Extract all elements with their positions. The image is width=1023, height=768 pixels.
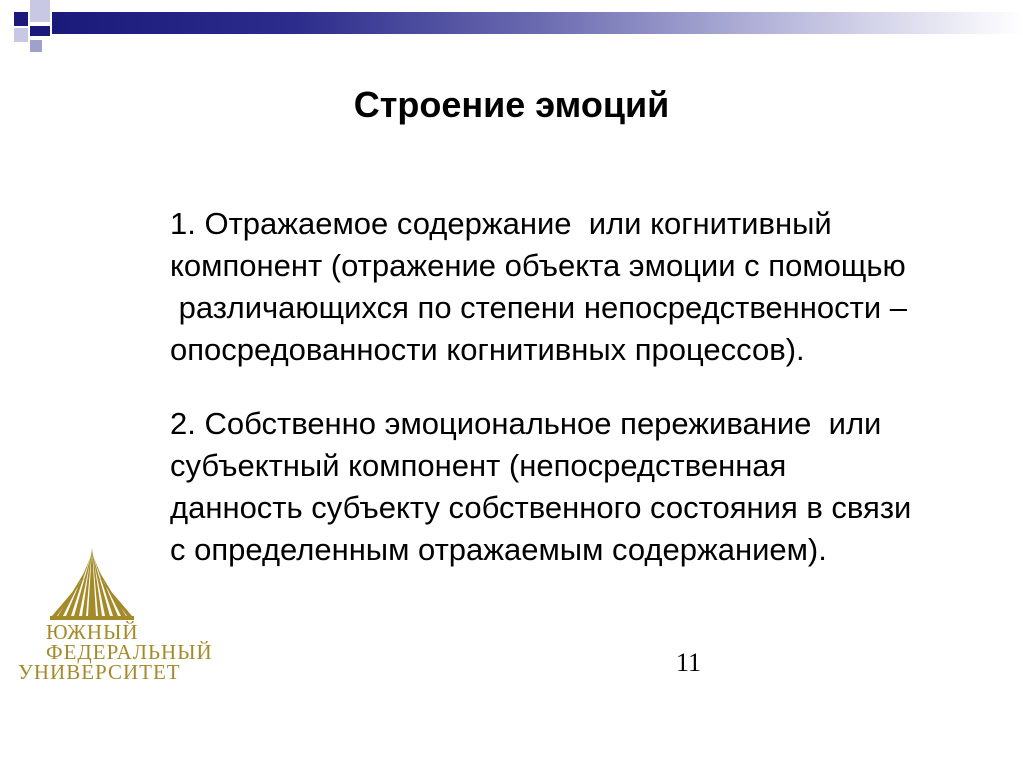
paragraph2-line: с определенным отражаемым содержанием). — [170, 532, 827, 567]
paragraph1-line: опосредованности когнитивных процессов). — [170, 332, 805, 367]
paragraph2-line: субъектный компонент (непосредственная — [170, 448, 787, 483]
logo-line-2: ФЕДЕРАЛЬНЫЙ — [46, 640, 213, 664]
university-logo — [14, 548, 244, 688]
header-square-light-1 — [30, 0, 50, 22]
paragraph1-line: различающихся по степени непосредственности – — [170, 290, 908, 325]
logo-line-3: УНИВЕРСИТЕТ — [18, 660, 181, 684]
paragraph1-line: компонент (отражение объекта эмоции с помощью — [170, 248, 906, 283]
header-square-light-3 — [30, 40, 42, 52]
paragraph2-line: 2. Собственно эмоциональное переживание или — [170, 406, 882, 441]
header-square-dark-1 — [14, 12, 28, 26]
paragraph1-line: 1. Отражаемое содержание или когнитивный — [170, 206, 832, 241]
paragraph-cognitive-component — [170, 203, 990, 371]
header-square-dark-2 — [30, 26, 50, 36]
header-gradient-bar — [52, 12, 1023, 34]
header-square-light-2 — [14, 28, 28, 42]
page-number: 11 — [676, 648, 702, 677]
paragraph2-line: данность субъекту собственного состояния в связи — [170, 490, 912, 525]
slide-title: Строение эмоций — [353, 84, 670, 125]
sunburst-emblem-icon — [14, 548, 244, 628]
logo-line-1: ЮЖНЫЙ — [46, 620, 139, 644]
paragraph-subjective-component — [170, 403, 990, 571]
